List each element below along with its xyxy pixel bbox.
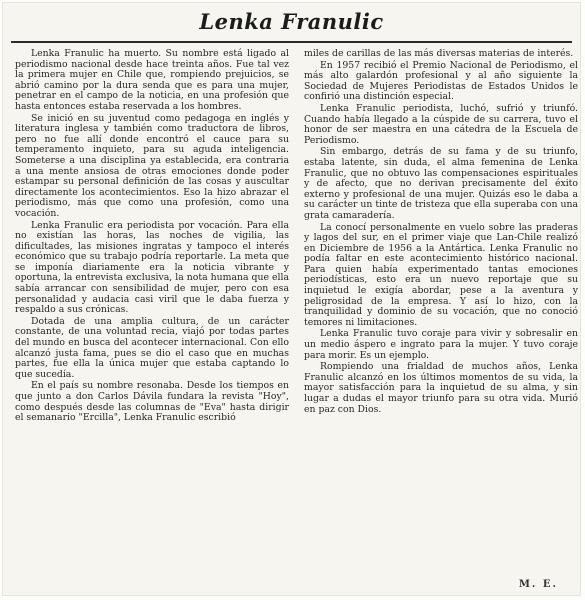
paragraph-continued: miles de carillas de las más diversas materias de interés.: [304, 48, 574, 59]
newspaper-clipping: [2, 2, 581, 596]
left-column: [15, 49, 289, 425]
author-signature: M. E.: [518, 579, 558, 590]
paragraph: Rompiendo una frialdad de muchos años, Lenka Franulic alcanzó en los últimos momentos de su vida, la mayor satisfacción para la inquietud de su alma, y sin lugar a dudas el mayor triunfo para su otra vida. Murió en paz con Dios.: [304, 361, 578, 415]
paragraph: Lenka Franulic periodista, luchó, sufrió y triunfó. Cuando había llegado a la cúspide de su carrera, tuvo el honor de ser maestra en una cátedra de la Escuela de Periodismo.: [304, 102, 578, 146]
paragraph: Sin embargo, detrás de su fama y de su triunfo, estaba latente, sin duda, el alma femenina de Lenka Franulic, que no obtuvo las compensaciones espirituales y de afecto, que no derivan precisamente del éxito externo y profesional de una mujer. Quizás eso le daba a su carácter un tinte de tristeza que ella superaba con una grata camaradería.: [304, 146, 578, 221]
paragraph: Lenka Franulic tuvo coraje para vivir y sobresalir en un medio áspero e ingrato para la mujer. Y tuvo coraje para morir. Es un ejemplo.: [304, 328, 578, 361]
paragraph: En el país su nombre resonaba. Desde los tiempos en que junto a don Carlos Dávila fundara la revista "Hoy", como después desde las columnas de "Eva" hasta dirigir el semanario "Ercilla", Lenka Franulic escribió: [15, 380, 289, 424]
paragraph: Lenka Franulic era periodista por vocación. Para ella no existían las horas, las noches de vigilia, las dificultades, las misiones ingratas y tampoco el interés económico que su trabajo podría reportarle. La meta que se imponía diariamente era la noticia vibrante y oportuna, la entrevista exclusiva, la nota humana que ella sabía arrancar con sensibilidad de mujer, pero con esa personalidad y audacia casi viril que le daba fuerza y respaldo a sus crónicas.: [15, 219, 289, 316]
title-rule: [11, 41, 572, 43]
paragraph: Dotada de una amplia cultura, de un carácter constante, de una voluntad recia, viajó por todas partes del mundo en busca del acontecer internacional. Con ello alcanzó justa fama, pues se dio el caso que en muchas partes, fue ella la única mujer que estaba captando lo que sucedía.: [15, 315, 289, 380]
paragraph: Lenka Franulic ha muerto. Su nombre está ligado al periodismo nacional desde hace treinta años. Fue tal vez la primera mujer en Chile que, rompiendo prejuicios, se abrió camino por la dura senda que es para una mujer, penetrar en el campo de la noticia, en una profesión que hasta entonces estaba reservada a los hombres.: [15, 48, 289, 112]
right-column: [304, 49, 578, 416]
paragraph: Se inició en su juventud como pedagoga en inglés y literatura inglesa y también como traductora de libros, pero no fue allí donde encontró el cauce para su temperamento inquieto, para su aguda inteligencia. Someterse a una disciplina ya establecida, era contraria a una mente ansiosa de otras emociones donde poder estampar su personal definición de las cosas y auscultar directamente los acontecimientos. Eso la hizo abrazar el periodismo, más que como una profesión, como una vocación.: [15, 112, 289, 219]
paragraph: En 1957 recibió el Premio Nacional de Periodismo, el más alto galardón profesional y al año siguiente la Sociedad de Mujeres Periodistas de Estados Unidos le confirió una distinción especial.: [304, 59, 578, 103]
paragraph: La conocí personalmente en vuelo sobre las praderas y lagos del sur, en el primer viaje que Lan-Chile realizó en Diciembre de 1956 a la Antártica. Lenka Franulic no podía faltar en este acontecimiento histórico nacional. Para quien había experimentado tantas emociones periodísticas, esto era un nuevo reportaje que su inquietud le exigía abordar, pese a la aventura y peligrosidad de la empresa. Y así lo hizo, con la tranquilidad y dominio de su vocación, que no conoció temores ni limitaciones.: [304, 221, 578, 328]
article-title: Lenka Franulic: [199, 9, 384, 34]
